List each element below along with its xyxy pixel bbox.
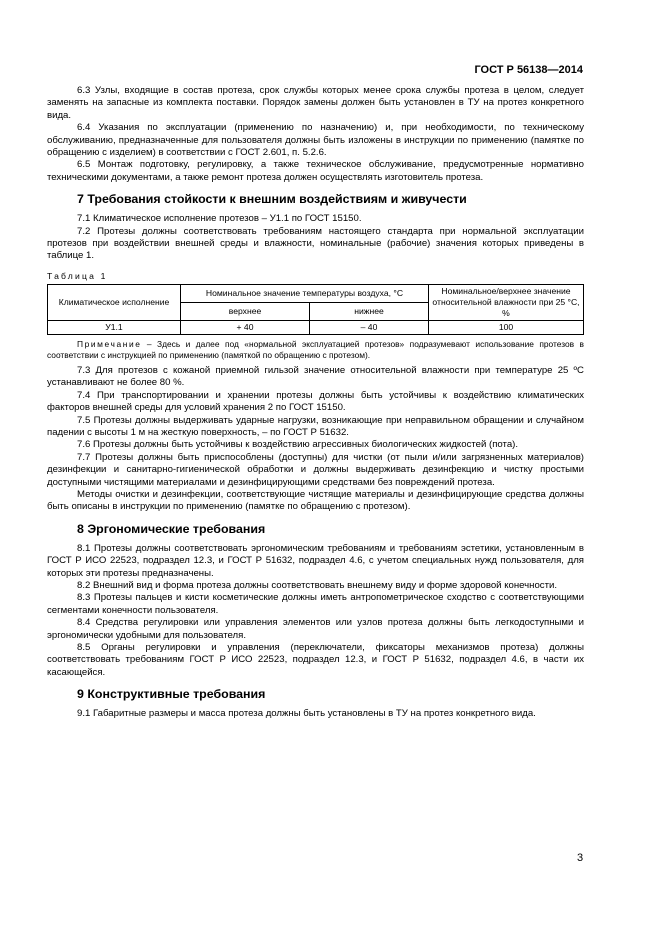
table-cell-humidity: 100	[429, 320, 584, 334]
paragraph-6-3: 6.3 Узлы, входящие в состав протеза, срок службы которых менее срока службы протеза в целом, следует заменять на запасные из комплекта поставки. Порядок замены должен быть установлен в ТУ на протез конкретного вида.	[47, 85, 584, 121]
table-cell-climate: У1.1	[48, 320, 181, 334]
paragraph-7-5: 7.5 Протезы должны выдерживать ударные нагрузки, возникающие при неправильном обращении и случайном падении с высоты 1 м на жесткую поверхность, – по ГОСТ Р 51632.	[47, 414, 584, 438]
table-header-humidity: Номинальное/верхнее значение относительной влажности при 25 °С, %	[429, 284, 584, 320]
note-label: Примечание	[77, 338, 142, 349]
table-note	[47, 339, 584, 361]
paragraph-7-7-methods: Методы очистки и дезинфекции, соответствующие чистящие материалы и дезинфицирующие средства должны быть описаны в инструкции по применению (памятке по обращению с протезом).	[47, 488, 584, 513]
paragraph-8-1: 8.1 Протезы должны соответствовать эргономическим требованиям и требованиям эстетики, установленным в ГОСТ Р ИСО 22523, подраздел 12.3, и ГОСТ Р 51632, подраздел 4.6, с учетом специальных нужд пользователя, для которых эти протезы предназначены.	[47, 542, 584, 579]
paragraph-8-5: 8.5 Органы регулировки и управления (переключатели, фиксаторы механизмов протеза) должны соответствовать требованиям ГОСТ Р ИСО 22523, подраздел 12.3, и ГОСТ Р 51632, подраздел 4.6, в части их касающейся.	[47, 642, 584, 678]
paragraph-9-1: 9.1 Габаритные размеры и масса протеза должны быть установлены в ТУ на протез конкретного вида.	[77, 708, 536, 720]
note-text: – Здесь и далее под «нормальной эксплуатацией протезов» подразумевают использование протезов в соответствии с инструкцией по применению (памяткой по обращению с протезом).	[47, 338, 584, 360]
paragraph-7-7: 7.7 Протезы должны быть приспособлены (доступны) для чистки (от пыли и/или загрязненных материалов) дезинфекции и санитарно-гигиенической обработки и должны выдерживать дезинфекцию и чистку простыми доступными чистящими материалами и дезинфицирующими средствами без повреждений протеза.	[47, 451, 584, 488]
paragraph-7-2: 7.2 Протезы должны соответствовать требованиям настоящего стандарта при нормальной эксплуатации протезов при воздействии внешней среды и влажности, номинальные (рабочие) значения которых приведены в таблице 1.	[47, 225, 584, 262]
paragraph-7-1: 7.1 Климатическое исполнение протезов – У1.1 по ГОСТ 15150.	[77, 213, 362, 225]
paragraph-7-4: 7.4 При транспортировании и хранении протезы должны быть устойчивы к воздействию климатических факторов внешней среды для условий хранения 2 по ГОСТ 15150.	[47, 389, 584, 414]
paragraph-6-4: 6.4 Указания по эксплуатации (применению по назначению) и, при необходимости, по техническому обслуживанию, предназначенные для пользователя должны быть изложены в инструкции по применению (памятке по обращению с изделием) в соответствии с ГОСТ 2.601, п. 5.2.6.	[47, 122, 584, 159]
standard-id-header: ГОСТ Р 56138—2014	[474, 64, 583, 76]
paragraph-6-5: 6.5 Монтаж подготовку, регулировку, а также техническое обслуживание, предусмотренные нормативно техническими документами, а также ремонт протеза должен осуществлять изготовитель протеза.	[47, 159, 584, 183]
paragraph-8-2: 8.2 Внешний вид и форма протеза должны соответствовать внешнему виду и форме здоровой конечности.	[77, 579, 557, 591]
table-cell-upper: + 40	[181, 320, 310, 334]
table-header-temp-upper: верхнее	[181, 302, 310, 320]
page-number: 3	[577, 852, 584, 864]
table-header-climate: Климатическое исполнение	[48, 284, 181, 320]
paragraph-7-3: 7.3 Для протезов с кожаной приемной гильзой значение относительной влажности при температуре 25 ºС устанавливают не более 80 %.	[47, 364, 584, 389]
paragraph-8-3: 8.3 Протезы пальцев и кисти косметические должны иметь антропометрическое сходство с соответствующими сегментами конечности пользователя.	[47, 592, 584, 616]
table-row	[48, 320, 584, 334]
page-content	[47, 85, 584, 721]
section-9-title: 9 Конструктивные требования	[77, 687, 266, 702]
section-8-title: 8 Эргономические требования	[77, 521, 266, 536]
section-7-title: 7 Требования стойкости к внешним воздействиям и живучести	[77, 192, 467, 207]
table-header-temp-lower: нижнее	[310, 302, 429, 320]
table-cell-lower: – 40	[310, 320, 429, 334]
table-1	[47, 284, 584, 335]
table-caption: Таблица 1	[47, 270, 108, 281]
paragraph-8-4: 8.4 Средства регулировки или управления элементов или узлов протеза должны быть легкодоступными и эргономически удобными для пользователя.	[47, 617, 584, 641]
table-header-temperature: Номинальное значение температуры воздуха, °С	[181, 284, 429, 302]
paragraph-7-6: 7.6 Протезы должны быть устойчивы к воздействию агрессивных биологических жидкостей (пота).	[77, 439, 519, 451]
